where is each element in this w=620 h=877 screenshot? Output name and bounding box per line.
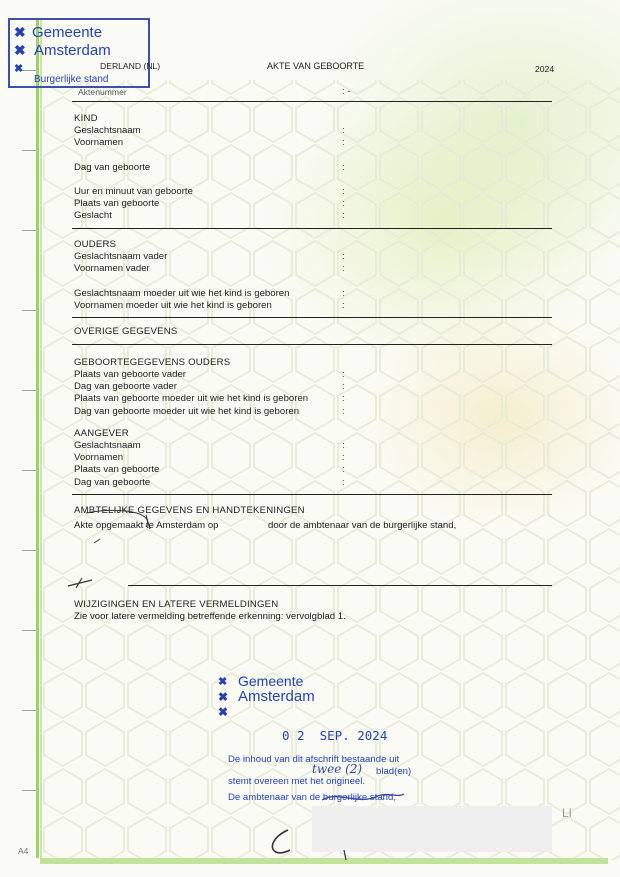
field-label: Geslachtsnaam <box>74 125 141 136</box>
colon: : <box>342 477 345 488</box>
legal-text-line1: De inhoud van dit afschrift bestaande uit <box>228 754 400 765</box>
akte-opgemaakt-text: Akte opgemaakt te Amsterdam op <box>74 520 219 531</box>
x-cross-icon: ✖ <box>218 676 228 688</box>
field-label: Geslacht <box>74 210 112 221</box>
field-label: Plaats van geboorte moeder uit wie het kind is geboren <box>74 393 309 404</box>
section-divider <box>72 494 552 495</box>
field-label: Dag van geboorte moeder uit wie het kind is geboren <box>74 406 300 417</box>
field-label: Plaats van geboorte <box>74 464 160 475</box>
margin-tick <box>22 470 36 471</box>
margin-tick <box>22 790 36 791</box>
wijzigingen-text: Zie voor latere vermelding betreffende erkenning: vervolgblad 1. <box>74 611 346 622</box>
section-divider <box>72 317 552 318</box>
x-cross-icon: ✖ <box>14 24 26 40</box>
colon: : <box>342 125 345 136</box>
field-label: Voornamen moeder uit wie het kind is geboren <box>74 300 272 311</box>
margin-tick <box>22 150 36 151</box>
colon: : <box>342 288 345 299</box>
ambtenaar-text: door de ambtenaar van de burgerlijke stand, <box>268 520 457 531</box>
signature-line <box>128 585 552 586</box>
document-title: AKTE VAN GEBOORTE <box>267 61 365 71</box>
stamp-line1: Gemeente <box>32 24 103 41</box>
colon: : <box>342 198 345 209</box>
margin-tick <box>22 390 36 391</box>
section-divider <box>72 344 552 345</box>
field-label: Dag van geboorte <box>74 477 151 488</box>
legal-text-line3: stemt overeen met het origineel. <box>228 776 366 787</box>
field-label: Plaats van geboorte <box>74 198 160 209</box>
section-heading-ambtelijke: AMBTELIJKE GEGEVENS EN HANDTEKENINGEN <box>74 505 305 516</box>
margin-tick <box>22 310 36 311</box>
colon: : <box>342 251 345 262</box>
left-green-edge-light <box>40 20 42 858</box>
field-label: Geslachtsnaam moeder uit wie het kind is geboren <box>74 288 290 299</box>
margin-tick <box>22 230 36 231</box>
left-green-edge <box>36 20 39 858</box>
document-year: 2024 <box>535 64 555 74</box>
colon: : <box>342 440 345 451</box>
signature-stroke-icon <box>86 505 266 555</box>
colon: : <box>342 393 345 404</box>
field-label: Voornamen vader <box>74 263 150 274</box>
corner-mark: LI <box>562 806 573 820</box>
colon: : <box>342 452 345 463</box>
handwritten-count: twee (2) <box>312 762 363 776</box>
section-heading-overige: OVERIGE GEGEVENS <box>74 326 178 337</box>
colon: : <box>342 263 345 274</box>
x-cross-icon: ✖ <box>218 690 229 704</box>
date-stamp: 0 2 SEP. 2024 <box>282 728 388 743</box>
section-heading-ouders: OUDERS <box>74 239 117 250</box>
field-label: Voornamen <box>74 137 124 148</box>
legal-text-suffix: blad(en) <box>376 766 412 777</box>
colon: : <box>342 210 345 221</box>
margin-tick <box>22 710 36 711</box>
colon: : <box>342 464 345 475</box>
legal-logo-line1: Gemeente <box>238 673 304 689</box>
field-label: Dag van geboorte vader <box>74 381 177 392</box>
legal-text-line4: De ambtenaar van de burgerlijke stand, <box>228 792 396 803</box>
field-label: Dag van geboorte <box>74 162 151 173</box>
margin-tick <box>22 630 36 631</box>
field-label: Geslachtsnaam <box>74 440 141 451</box>
field-label: Voornamen <box>74 452 124 463</box>
colon: : <box>342 300 345 311</box>
stamp-line2: Amsterdam <box>34 42 111 59</box>
field-label: Geslachtsnaam vader <box>74 251 168 262</box>
stamp-line3: Burgerlijke stand <box>34 74 109 85</box>
section-divider <box>72 101 552 102</box>
x-cross-icon: ✖ <box>14 63 24 75</box>
field-label: Plaats van geboorte vader <box>74 369 187 380</box>
field-label: Uur en minuut van geboorte <box>74 186 193 197</box>
colon: : - <box>342 86 351 97</box>
section-heading-wijzigingen: WIJZIGINGEN EN LATERE VERMELDINGEN <box>74 599 279 610</box>
colon: : <box>342 406 345 417</box>
country-label: DERLAND (NL) <box>100 61 161 71</box>
aktenummer-label: Aktenummer <box>78 87 127 97</box>
section-heading-kind: KIND <box>74 113 98 124</box>
x-cross-icon: ✖ <box>218 705 229 719</box>
legal-logo-line2: Amsterdam <box>238 688 315 705</box>
colon: : <box>342 381 345 392</box>
section-heading-aangever: AANGEVER <box>74 428 129 439</box>
signature-mark-icon <box>66 576 96 590</box>
official-signature-icon <box>264 822 354 862</box>
colon: : <box>342 137 345 148</box>
colon: : <box>342 186 345 197</box>
colon: : <box>342 162 345 173</box>
margin-tick <box>22 550 36 551</box>
section-heading-geboortegegevens: GEBOORTEGEGEVENS OUDERS <box>74 357 231 368</box>
x-cross-icon: ✖ <box>14 42 26 58</box>
section-divider <box>72 228 552 229</box>
colon: : <box>342 369 345 380</box>
paper-size-label: A4 <box>18 846 29 856</box>
blue-signature-icon <box>318 782 408 812</box>
